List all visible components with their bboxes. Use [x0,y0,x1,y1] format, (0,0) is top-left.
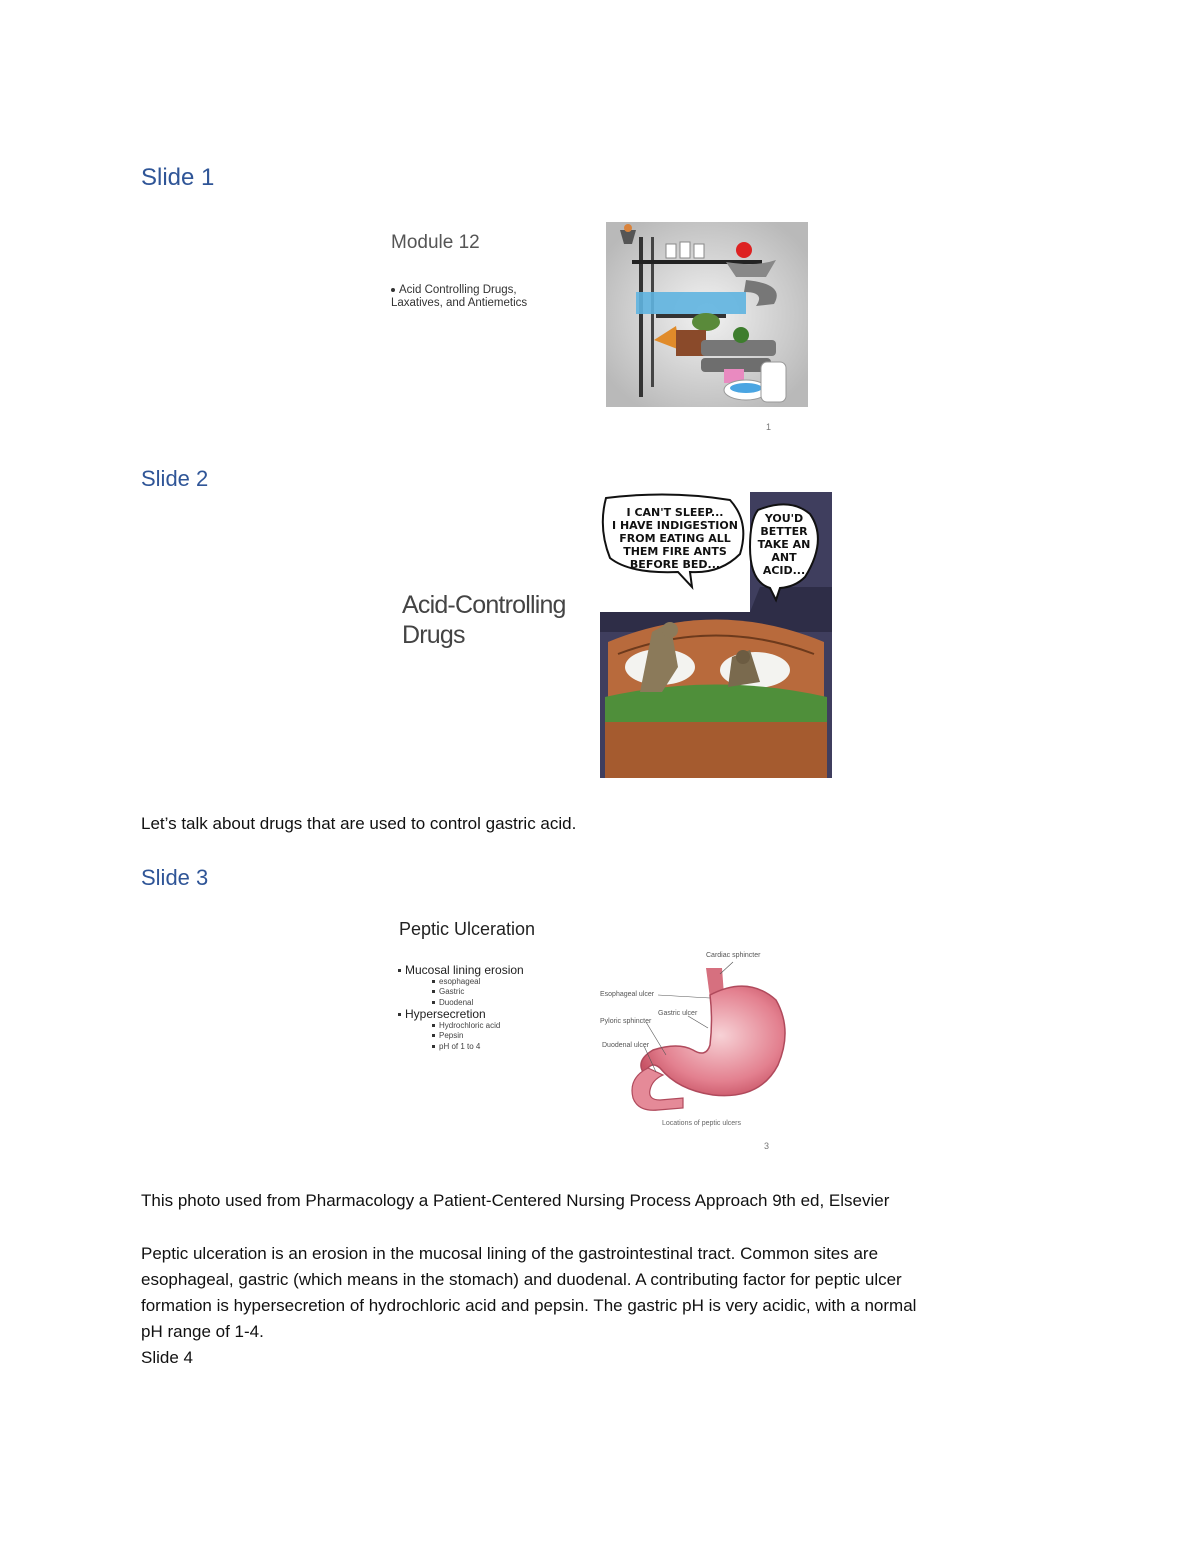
slide-3-title: Peptic Ulceration [399,919,536,939]
bullet-icon [432,1001,435,1004]
label-cardiac-sphincter: Cardiac sphincter [706,952,761,959]
comic-bubble-right: YOU'D BETTER TAKE AN ANT ACID... [757,512,811,577]
list-item-text: Hypersecretion [405,1007,486,1021]
slide-1-bullet [391,284,527,310]
bullet-dot [391,288,395,292]
list-item-text: Pepsin [439,1031,464,1040]
paragraph-line: esophageal, gastric (which means in the stomach) and duodenal. A contributing factor for peptic ulcer [141,1270,902,1289]
slide-1-bullet-line-2: Laxatives, and Antiemetics [391,297,528,309]
bullet-icon [432,1034,435,1037]
slide-3-bullet-list [398,964,524,1052]
bullet-icon [432,1045,435,1048]
bullet-icon [432,1024,435,1027]
slide-2-heading: Slide 2 [141,466,209,491]
list-item-text: Mucosal lining erosion [405,963,524,977]
list-item-text: esophageal [439,976,481,986]
paragraph-line: formation is hypersecretion of hydrochloric acid and pepsin. The gastric pH is very acidic, with a normal [141,1296,917,1315]
paragraph-line: Peptic ulceration is an erosion in the mucosal lining of the gastrointestinal tract. Common sites are [141,1244,879,1263]
slide-2-title-line-2: Drugs [402,621,465,649]
slide-2-title-line-1: Acid-Controlling [402,591,566,619]
label-pyloric-sphincter: Pyloric sphincter [600,1018,652,1025]
bullet-icon [398,969,401,972]
slide-3-credit: This photo used from Pharmacology a Patient-Centered Nursing Process Approach 9th ed, Elsevier [141,1191,890,1210]
list-item [398,964,524,977]
list-item [432,1031,524,1042]
list-item [432,977,524,988]
bullet-icon [432,980,435,983]
bullet-icon [432,990,435,993]
list-item [432,1042,524,1053]
slide-3-paragraph [141,1241,1061,1345]
slide-3-heading: Slide 3 [141,865,209,890]
digestive-system-cartoon-image [606,222,808,407]
paragraph-line: pH range of 1-4. [141,1322,264,1341]
stomach-diagram [598,950,798,1135]
comic-bubble-left: I CAN'T SLEEP... I HAVE INDIGESTION FROM EATING ALL THEM FIRE ANTS BEFORE BED... [612,506,738,571]
list-item-text: Hydrochloric acid [439,1020,501,1030]
slide-4-heading: Slide 4 [141,1348,193,1367]
list-item [432,1021,524,1032]
slide-1-heading: Slide 1 [141,164,215,191]
slide-3-page-number: 3 [764,1141,770,1151]
slide-1-bullet-line-1: Acid Controlling Drugs, [399,284,517,296]
ant-bed-comic-image [600,492,832,778]
list-item-text: pH of 1 to 4 [439,1041,481,1051]
list-item-text: Gastric [439,987,465,996]
list-item-text: Duodenal [439,997,474,1007]
label-esophageal-ulcer: Esophageal ulcer [600,991,655,998]
list-item [398,1008,524,1021]
label-gastric-ulcer: Gastric ulcer [658,1010,698,1017]
bullet-icon [398,1013,401,1016]
slide-2-title [402,590,566,650]
label-duodenal-ulcer: Duodenal ulcer [602,1042,650,1049]
diagram-caption: Locations of peptic ulcers [662,1120,741,1127]
list-item [432,987,524,998]
slide-1-title: Module 12 [391,232,480,253]
slide-2-note: Let’s talk about drugs that are used to control gastric acid. [141,814,577,833]
slide-1-page-number: 1 [766,422,772,432]
